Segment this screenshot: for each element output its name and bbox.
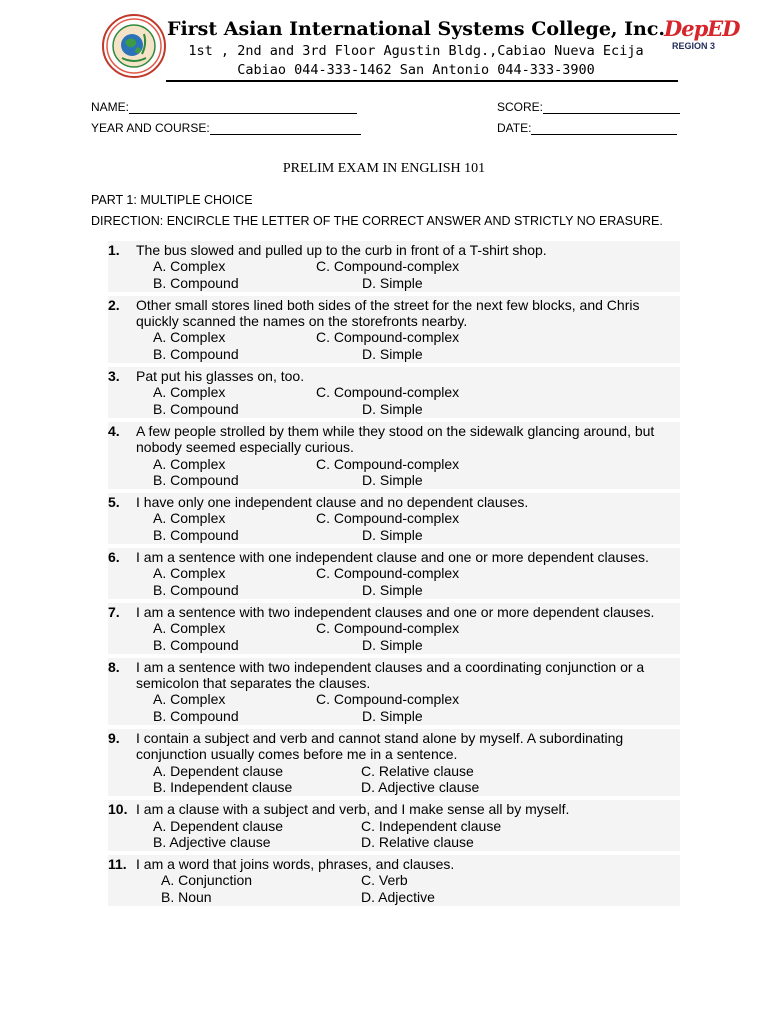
deped-wordmark: DepED [664,16,740,41]
question-number: 1. [108,242,120,258]
option-d[interactable]: D. Adjective clause [361,778,480,795]
option-b[interactable]: B. Compound [153,707,239,724]
option-a[interactable]: A. Complex [153,691,226,708]
option-c[interactable]: C. Compound-complex [316,258,460,275]
option-a[interactable]: A. Dependent clause [153,762,283,779]
option-a[interactable]: A. Complex [153,565,226,582]
option-a[interactable]: A. Complex [153,455,226,472]
question-item [108,296,680,363]
question-text: The bus slowed and pulled up to the curb in front of a T-shirt shop. [136,242,547,258]
question-item [108,800,680,851]
college-seal-logo [102,14,166,78]
option-d[interactable]: D. Adjective [361,888,435,905]
institution-name: First Asian International Systems College, Inc. [166,18,666,40]
option-b[interactable]: B. Compound [153,345,239,362]
question-number: 11. [108,856,127,873]
option-d[interactable]: D. Simple [362,400,423,417]
question-number: 4. [108,422,120,439]
option-b[interactable]: B. Compound [153,526,239,543]
option-b[interactable]: B. Compound [153,400,239,417]
option-c[interactable]: C. Compound-complex [316,565,460,582]
option-b[interactable]: B. Independent clause [153,778,293,795]
score-blank[interactable] [543,101,680,114]
option-a[interactable]: A. Complex [153,510,226,527]
question-list [108,241,680,910]
score-label: SCORE: [497,100,544,114]
option-c[interactable]: C. Compound-complex [316,691,460,708]
question-number: 8. [108,658,120,675]
option-a[interactable]: A. Complex [153,258,226,275]
question-text: I contain a subject and verb and cannot stand alone by myself. A subordinating conjunction usually comes before me in a sentence. [136,730,624,763]
question-item [108,855,680,906]
question-number: 9. [108,730,120,747]
question-text: I have only one independent clause and no dependent clauses. [136,494,529,511]
option-d[interactable]: D. Simple [362,526,423,543]
deped-logo [664,16,740,62]
part-heading: PART 1: MULTIPLE CHOICE [91,193,253,207]
option-b[interactable]: B. Compound [153,274,239,291]
option-b[interactable]: B. Adjective clause [153,833,271,850]
name-label: NAME: [91,100,130,114]
date-blank[interactable] [531,122,677,135]
option-d[interactable]: D. Simple [362,471,423,488]
option-c[interactable]: C. Compound-complex [316,620,460,637]
question-number: 7. [108,603,120,620]
question-item [108,367,680,418]
question-text: I am a sentence with two independent clauses and one or more dependent clauses. [136,603,655,620]
question-text: Other small stores lined both sides of the street for the next few blocks, and Chris quickly scanned the names on the storefronts nearby. [136,296,640,330]
option-c[interactable]: C. Relative clause [361,762,474,779]
question-number: 6. [108,549,120,566]
institution-address: 1st , 2nd and 3rd Floor Agustin Bldg.,Cabiao Nueva Ecija [188,43,644,59]
deped-region: REGION 3 [672,41,716,51]
option-b[interactable]: B. Compound [153,581,239,598]
letterhead [0,0,768,90]
option-a[interactable]: A. Complex [153,329,226,346]
institution-contacts: Cabiao 044-333-1462 San Antonio 044-333-3900 [237,62,595,78]
exam-title: PRELIM EXAM IN ENGLISH 101 [282,161,486,176]
question-text: I am a sentence with one independent clause and one or more dependent clauses. [136,549,649,566]
option-c[interactable]: C. Compound-complex [316,329,460,346]
option-c[interactable]: C. Compound-complex [316,384,460,401]
option-a[interactable]: A. Complex [153,620,226,637]
question-number: 5. [108,494,120,511]
score-field [497,100,680,114]
name-blank[interactable] [129,101,357,114]
question-item [108,422,680,489]
year-course-field [91,121,361,135]
option-d[interactable]: D. Simple [362,345,423,362]
name-field [91,100,357,114]
question-text: I am a sentence with two independent clauses and a coordinating conjunction or a semicolon that separates the clauses. [136,658,645,692]
option-d[interactable]: D. Simple [362,274,423,291]
option-a[interactable]: A. Complex [153,384,226,401]
option-b[interactable]: B. Compound [153,471,239,488]
option-d[interactable]: D. Relative clause [361,833,474,850]
option-a[interactable]: A. Conjunction [161,872,253,889]
option-b[interactable]: B. Noun [161,888,212,905]
option-b[interactable]: B. Compound [153,636,239,653]
option-c[interactable]: C. Independent clause [361,817,502,834]
question-text: I am a word that joins words, phrases, and clauses. [136,856,455,873]
question-item [108,729,680,796]
question-item [108,548,680,599]
option-a[interactable]: A. Dependent clause [153,817,283,834]
question-item [108,493,680,544]
option-d[interactable]: D. Simple [362,707,423,724]
question-text: Pat put his glasses on, too. [136,368,305,385]
option-d[interactable]: D. Simple [362,636,423,653]
question-item [108,658,680,725]
question-number: 3. [108,368,120,385]
header-divider [166,80,678,82]
question-text: A few people strolled by them while they stood on the sidewalk glancing around, but nobody seemed especially curious. [136,422,655,456]
option-c[interactable]: C. Verb [361,872,408,889]
option-d[interactable]: D. Simple [362,581,423,598]
direction-text: DIRECTION: ENCIRCLE THE LETTER OF THE CORRECT ANSWER AND STRICTLY NO ERASURE. [91,214,663,228]
year-course-label: YEAR AND COURSE: [91,121,210,135]
year-course-blank[interactable] [210,122,361,135]
date-label: DATE: [497,121,532,135]
question-text: I am a clause with a subject and verb, and I make sense all by myself. [136,801,570,818]
option-c[interactable]: C. Compound-complex [316,510,460,527]
question-number: 2. [108,296,120,313]
question-number: 10. [108,801,128,818]
option-c[interactable]: C. Compound-complex [316,455,460,472]
date-field [497,121,677,135]
question-item [108,241,680,292]
question-item [108,603,680,654]
